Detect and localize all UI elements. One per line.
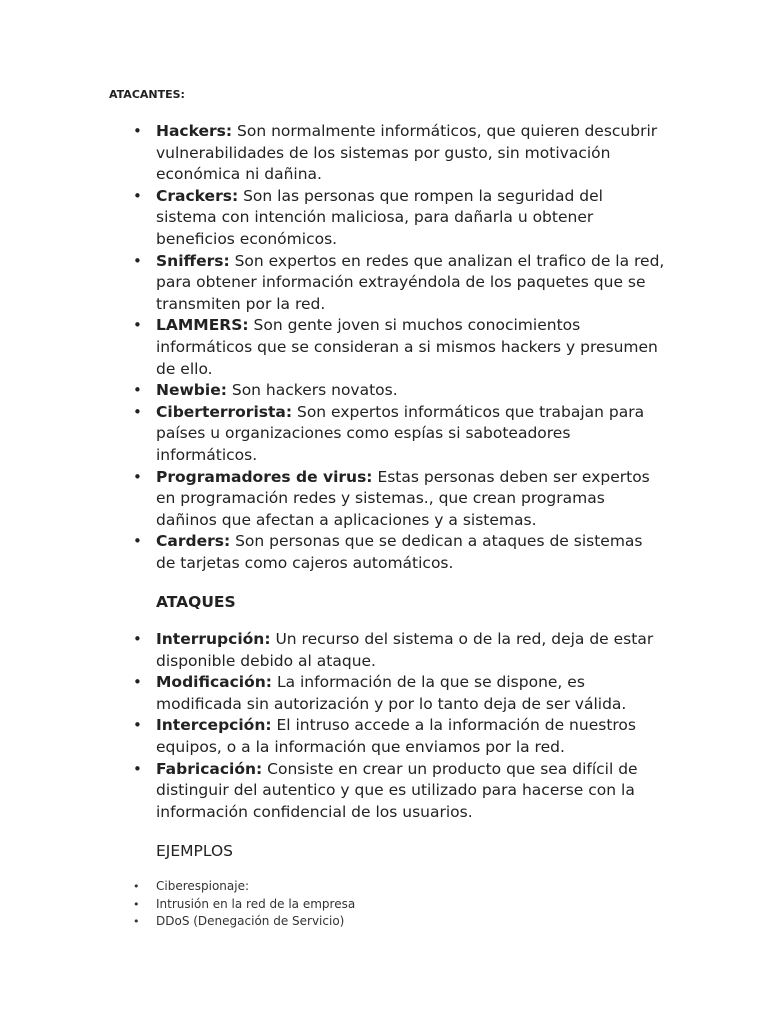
term-label: Intercepción: [156,716,272,735]
bullet-icon: • [133,186,142,205]
term-label: Modificación: [156,673,273,692]
term-label: Ciberterrorista: [156,402,293,421]
term-description: El intruso accede a la información de nuestros equipos, o a la información que enviamos por la red. [156,716,636,756]
term-description: Un recurso del sistema o de la red, deja de estar disponible debido al ataque. [156,630,654,670]
example-text: Ciberespionaje: [156,879,250,893]
bullet-icon: • [133,381,142,400]
term-description: Son gente joven si muchos conocimientos informáticos que se consideran a si mismos hackers y presumen de ello. [156,316,658,378]
term-description: Son personas que se dedican a ataques de sistemas de tarjetas como cajeros automáticos. [156,532,643,572]
ataques-list [133,629,666,823]
list-item [133,121,666,186]
list-item [133,759,666,824]
term-label: Sniffers: [156,251,230,270]
term-label: Interrupción: [156,630,271,648]
term-label: Fabricación: [156,759,263,778]
list-item [133,186,666,251]
term-description: Son expertos en redes que analizan el trafico de la red, para obtener información extrayéndola de los paquetes que se transmiten por la red. [156,251,665,313]
list-item [133,715,666,758]
term-description: Son expertos informáticos que trabajan para países u organizaciones como espías si saboteadores informáticos. [156,402,645,464]
ejemplos-list [133,878,556,931]
bullet-icon: • [133,716,142,735]
term-description: Son normalmente informáticos, que quieren descubrir vulnerabilidades de los sistemas por gusto, sin motivación económica ni dañina. [156,122,658,184]
example-text: Intrusión en la red de la empresa [156,896,356,911]
bullet-icon: • [133,467,142,486]
term-description: Estas personas deben ser expertos en programación redes y sistemas., que crean programas dañinos que afectan a aplicaciones y a sistemas. [156,467,650,529]
bullet-icon: • [133,759,142,778]
list-item [133,251,666,316]
list-item [133,467,666,532]
bullet-icon: • [133,122,142,140]
term-label: Newbie: [156,381,227,400]
list-item [133,878,556,896]
term-label: Carders: [156,532,231,551]
term-label: Hackers: [156,122,233,140]
bullet-icon: • [133,402,142,421]
list-item [133,913,556,931]
bullet-icon: • [133,915,140,928]
bullet-icon: • [133,897,140,911]
list-item [133,672,666,715]
term-description: Consiste en crear un producto que sea difícil de distinguir del autentico y que es utilizado para hacerse con la información confidencial de los usuarios. [156,759,638,821]
ejemplos-heading: EJEMPLOS [156,842,234,860]
bullet-icon: • [133,630,142,648]
bullet-icon: • [133,880,140,893]
term-label: Crackers: [156,186,239,205]
atacantes-list [133,121,666,574]
bullet-icon: • [133,316,142,335]
list-item [133,531,666,574]
list-item [133,629,666,672]
term-description: La información de la que se dispone, es modificada sin autorización y por lo tanto deja de ser válida. [156,673,627,713]
term-label: LAMMERS: [156,316,249,335]
list-item [133,380,666,402]
list-item [133,315,666,380]
bullet-icon: • [133,673,142,692]
list-item [133,896,556,914]
bullet-icon: • [133,532,142,551]
example-text: DDoS (Denegación de Servicio) [156,914,345,928]
term-description: Son las personas que rompen la seguridad del sistema con intención maliciosa, para dañarla u obtener beneficios económicos. [156,186,603,248]
bullet-icon: • [133,251,142,270]
atacantes-heading: ATACANTES: [109,88,185,101]
term-description: Son hackers novatos. [226,381,398,400]
list-item [133,402,666,467]
ataques-heading: ATAQUES [156,593,236,611]
term-label: Programadores de virus: [156,467,373,486]
